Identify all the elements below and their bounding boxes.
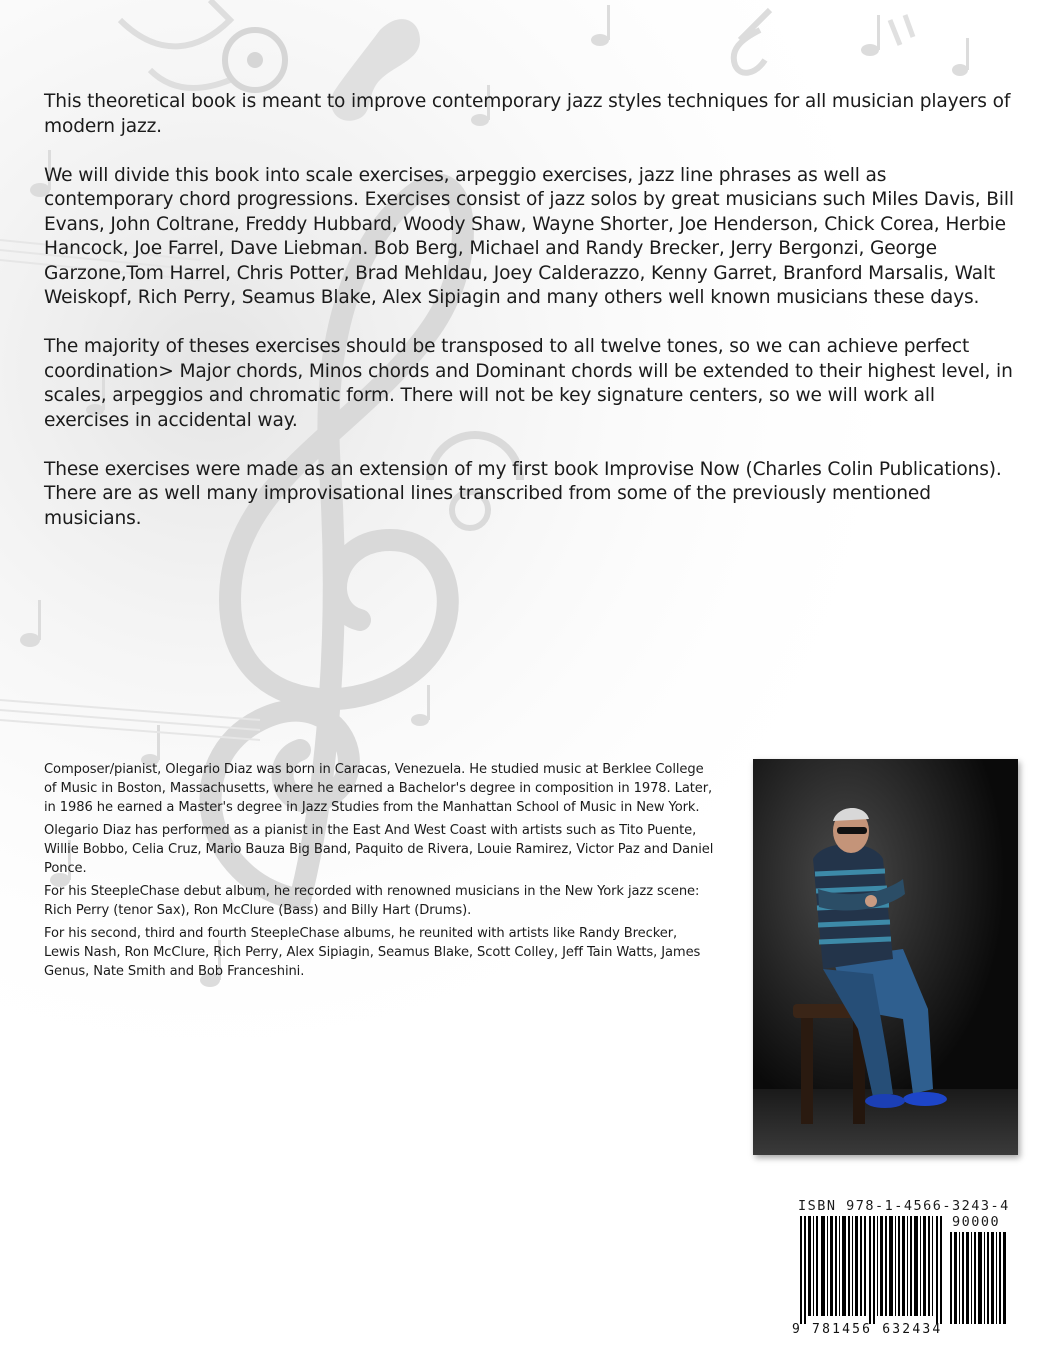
author-photo — [753, 759, 1018, 1155]
bio-paragraph: For his SteepleChase debut album, he recorded with renowned musicians in the New York jazz scene: Rich Perry (tenor Sax), Ron McClure (Bass) and Billy Hart (Drums). — [44, 884, 700, 918]
bio-paragraph: Composer/pianist, Olegario Diaz was born in Caracas, Venezuela. He studied music at Berklee College of Music in Boston, Massachusetts, where he earned a Bachelor's degree in composition in 1978. Later, in 1986 he earned a Master's degree in Jazz Studies from the Manhattan School of Music in New York. — [44, 762, 713, 815]
intro-paragraph: These exercises were made as an extension of my first book Improvise Now (Charles Colin Publications). There are as well many improvisational lines transcribed from some of the previously mentioned musicians. — [44, 458, 1002, 529]
intro-paragraph: We will divide this book into scale exercises, arpeggio exercises, jazz line phrases as well as contemporary chord progressions. Exercises consist of jazz solos by great musicians such Miles Davis, Bill Evans, John Coltrane, Freddy Hubbard, Woody Shaw, Wayne Shorter, Joe Henderson, Chick Corea, Herbie Hancock, Joe Farrel, Dave Liebman. Bob Berg, Michael and Randy Brecker, Jerry Bergonzi, George Garzone,Tom Harrel, Chris Potter, Brad Mehldau, Joey Calderazzo, Kenny Garret, Branford Marsalis, Walt Weiskopf, Rich Perry, Seamus Blake, Alex Sipiagin and many others well known musicians these days. — [44, 164, 1014, 308]
bio-paragraph: For his second, third and fourth SteepleChase albums, he reunited with artists like Randy Brecker, Lewis Nash, Ron McClure, Rich Perry, Alex Sipiagin, Seamus Blake, Scott Colley, Jeff Tain Watts, James Genus, Nate Smith and Bob Franceshini. — [44, 926, 701, 979]
price-code: 90000 — [952, 1214, 1001, 1230]
intro-paragraph: This theoretical book is meant to improve contemporary jazz styles techniques for all musician players of modern jazz. — [44, 91, 1011, 137]
addon-bars — [950, 1232, 1008, 1324]
isbn-label: ISBN 978-1-4566-3243-4 — [798, 1198, 1010, 1214]
isbn-barcode — [790, 1194, 1018, 1344]
intro-text — [44, 90, 1019, 556]
ean-bars — [800, 1216, 942, 1324]
author-bio — [44, 760, 714, 985]
bio-paragraph: Olegario Diaz has performed as a pianist in the East And West Coast with artists such as Tito Puente, Willie Bobbo, Celia Cruz, Mario Bauza Big Band, Paquito de Rivera, Louie Ramirez, Victor Paz and Daniel Ponce. — [44, 823, 714, 876]
ean-digits: 9 781456 632434 — [792, 1322, 943, 1337]
intro-paragraph: The majority of theses exercises should be transposed to all twelve tones, so we can achieve perfect coordination> Major chords, Minos chords and Dominant chords will be extended to their highest level, in scales, arpeggios and chromatic form. There will not be key signature centers, so we will work all exercises in accidental way. — [44, 336, 1013, 431]
